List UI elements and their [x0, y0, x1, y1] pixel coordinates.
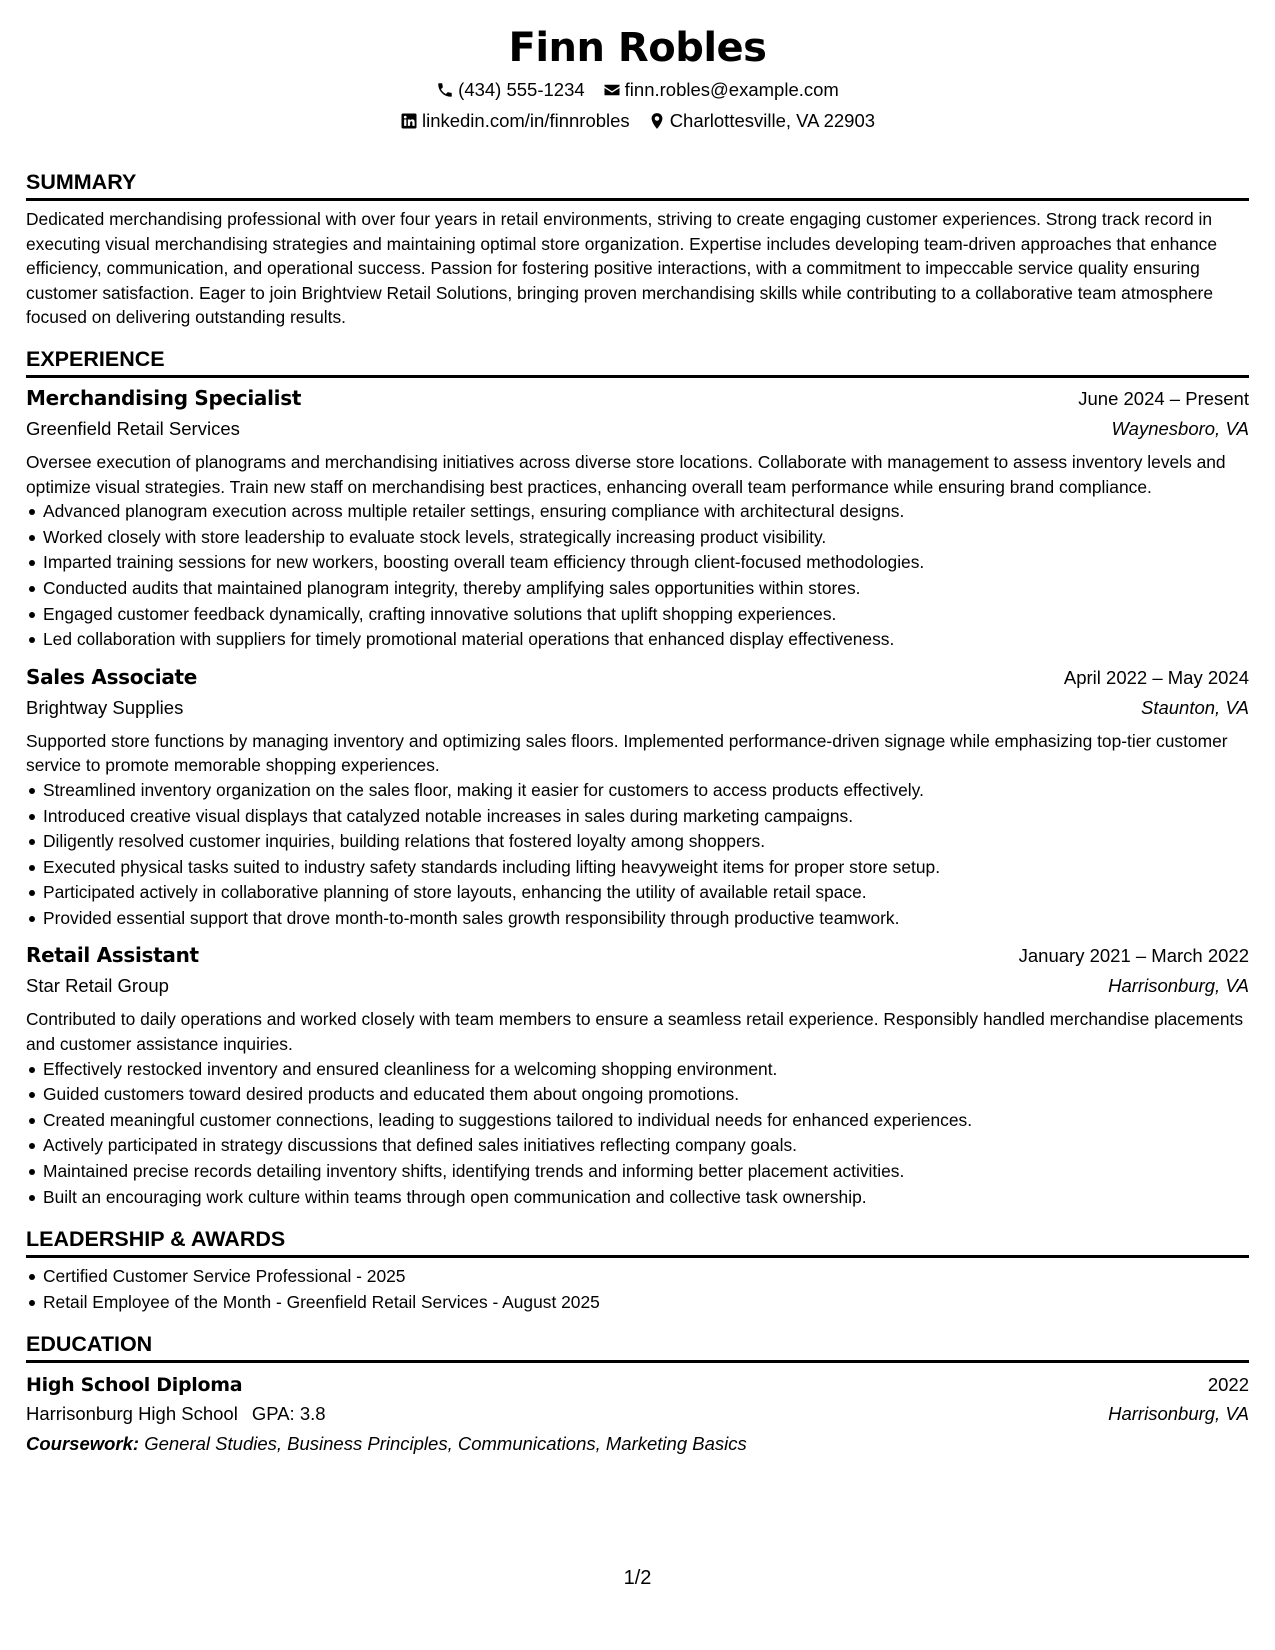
award-item: Retail Employee of the Month - Greenfield Retail Services - August 2025 — [26, 1290, 1249, 1316]
bullet-item: Created meaningful customer connections, leading to suggestions tailored to individual needs for enhanced experiences. — [26, 1108, 1249, 1134]
job-location: Harrisonburg, VA — [1108, 975, 1249, 997]
school-location: Harrisonburg, VA — [1108, 1403, 1249, 1425]
linkedin-icon — [400, 112, 418, 130]
job-title: Merchandising Specialist — [26, 385, 302, 410]
job-title: Sales Associate — [26, 664, 198, 689]
linkedin-text[interactable]: linkedin.com/in/finnrobles — [421, 110, 630, 131]
job-bullets — [26, 499, 1249, 653]
location-contact — [648, 109, 875, 133]
coursework — [26, 1430, 1249, 1458]
candidate-name: Finn Robles — [508, 25, 767, 71]
summary-heading: SUMMARY — [26, 169, 1249, 201]
resume-page — [26, 0, 1249, 1458]
phone-icon — [436, 81, 454, 99]
job-title: Retail Assistant — [26, 943, 199, 968]
company-name: Star Retail Group — [26, 975, 169, 997]
degree-title: High School Diploma — [26, 1374, 243, 1397]
location-text: Charlottesville, VA 22903 — [669, 110, 876, 131]
job-description: Supported store functions by managing inventory and optimizing sales floors. Implemented performance-driven signage while emphasizing top-tier customer service to promote memorable shopping experiences. — [26, 730, 1228, 776]
page-number: 1/2 — [623, 1567, 652, 1589]
linkedin-contact[interactable] — [400, 109, 630, 133]
bullet-item: Diligently resolved customer inquiries, building relations that fostered loyalty among shoppers. — [26, 829, 1249, 855]
company-name: Greenfield Retail Services — [26, 417, 240, 439]
coursework-list: General Studies, Business Principles, Communications, Marketing Basics — [144, 1433, 747, 1455]
bullet-item: Built an encouraging work culture within teams through open communication and collective task ownership. — [26, 1185, 1249, 1211]
contact-row-1 — [26, 78, 1249, 102]
graduation-year: 2022 — [1207, 1374, 1249, 1396]
leadership-heading: LEADERSHIP & AWARDS — [26, 1226, 1249, 1258]
bullet-item: Led collaboration with suppliers for timely promotional material operations that enhanced display effectiveness. — [26, 627, 1249, 653]
bullet-item: Participated actively in collaborative planning of store layouts, enhancing the utility of available retail space. — [26, 880, 1249, 906]
phone-contact — [436, 78, 585, 102]
job-description: Oversee execution of planograms and merchandising initiatives across diverse store locations. Collaborate with management to assess inventory levels and optimize visual strategies. Train new staff on merchandising best practices, enhancing overall team performance while ensuring brand compliance. — [26, 451, 1226, 497]
job-description: Contributed to daily operations and worked closely with team members to ensure a seamless retail experience. Responsibly handled merchandise placements and customer assistance inquiries. — [26, 1009, 1244, 1055]
bullet-item: Maintained precise records detailing inventory shifts, identifying trends and informing better placement activities. — [26, 1159, 1249, 1185]
email-text[interactable]: finn.robles@example.com — [624, 79, 839, 100]
bullet-item: Executed physical tasks suited to industry safety standards including lifting heavyweight items for proper store setup. — [26, 855, 1249, 881]
job-entry — [26, 663, 1249, 932]
job-bullets — [26, 1057, 1249, 1211]
education-heading: EDUCATION — [26, 1331, 1249, 1363]
experience-heading: EXPERIENCE — [26, 346, 1249, 378]
job-entry — [26, 941, 1249, 1210]
bullet-item: Effectively restocked inventory and ensured cleanliness for a welcoming shopping environment. — [26, 1057, 1249, 1083]
bullet-item: Worked closely with store leadership to evaluate stock levels, strategically increasing product visibility. — [26, 525, 1249, 551]
bullet-item: Guided customers toward desired products and educated them about ongoing promotions. — [26, 1082, 1249, 1108]
bullet-item: Advanced planogram execution across multiple retailer settings, ensuring compliance with architectural designs. — [26, 499, 1249, 525]
summary-text: Dedicated merchandising professional with over four years in retail environments, striving to create engaging customer experiences. Strong track record in executing visual merchandising strategies and maintaining optimal store organization. Expertise includes developing team-driven approaches that enhance efficiency, communication, and operational success. Passion for fostering positive interactions, with a commitment to impeccable service quality ensuring customer satisfaction. Eager to join Brightview Retail Solutions, bringing proven merchandising skills while contributing to a collaborative team atmosphere focused on delivering outstanding results. — [26, 209, 1217, 328]
phone-text: (434) 555-1234 — [458, 79, 585, 100]
bullet-item: Streamlined inventory organization on the sales floor, making it easier for customers to access products effectively. — [26, 778, 1249, 804]
envelope-icon — [603, 81, 621, 99]
gpa: GPA: 3.8 — [251, 1403, 326, 1425]
bullet-item: Actively participated in strategy discussions that defined sales initiatives reflecting company goals. — [26, 1133, 1249, 1159]
leadership-list — [26, 1264, 1249, 1315]
coursework-label: Coursework: — [26, 1433, 140, 1455]
job-bullets — [26, 778, 1249, 932]
email-contact[interactable] — [603, 78, 839, 102]
school-line — [26, 1401, 326, 1427]
job-entry — [26, 384, 1249, 653]
map-pin-icon — [648, 112, 666, 130]
award-item: Certified Customer Service Professional - 2025 — [26, 1264, 1249, 1290]
bullet-item: Imparted training sessions for new workers, boosting overall team efficiency through client-focused methodologies. — [26, 550, 1249, 576]
contact-row-2 — [26, 109, 1249, 133]
bullet-item: Conducted audits that maintained planogram integrity, thereby amplifying sales opportunities within stores. — [26, 576, 1249, 602]
job-location: Waynesboro, VA — [1111, 417, 1249, 439]
bullet-item: Engaged customer feedback dynamically, crafting innovative solutions that uplift shopping experiences. — [26, 602, 1249, 628]
job-location: Staunton, VA — [1140, 696, 1249, 718]
job-dates: January 2021 – March 2022 — [1018, 945, 1249, 967]
bullet-item: Introduced creative visual displays that catalyzed notable increases in sales during marketing campaigns. — [26, 804, 1249, 830]
bullet-item: Provided essential support that drove month-to-month sales growth responsibility through productive teamwork. — [26, 906, 1249, 932]
school-name: Harrisonburg High School — [26, 1403, 238, 1425]
job-dates: April 2022 – May 2024 — [1063, 666, 1249, 688]
company-name: Brightway Supplies — [26, 696, 184, 718]
job-dates: June 2024 – Present — [1078, 387, 1249, 409]
